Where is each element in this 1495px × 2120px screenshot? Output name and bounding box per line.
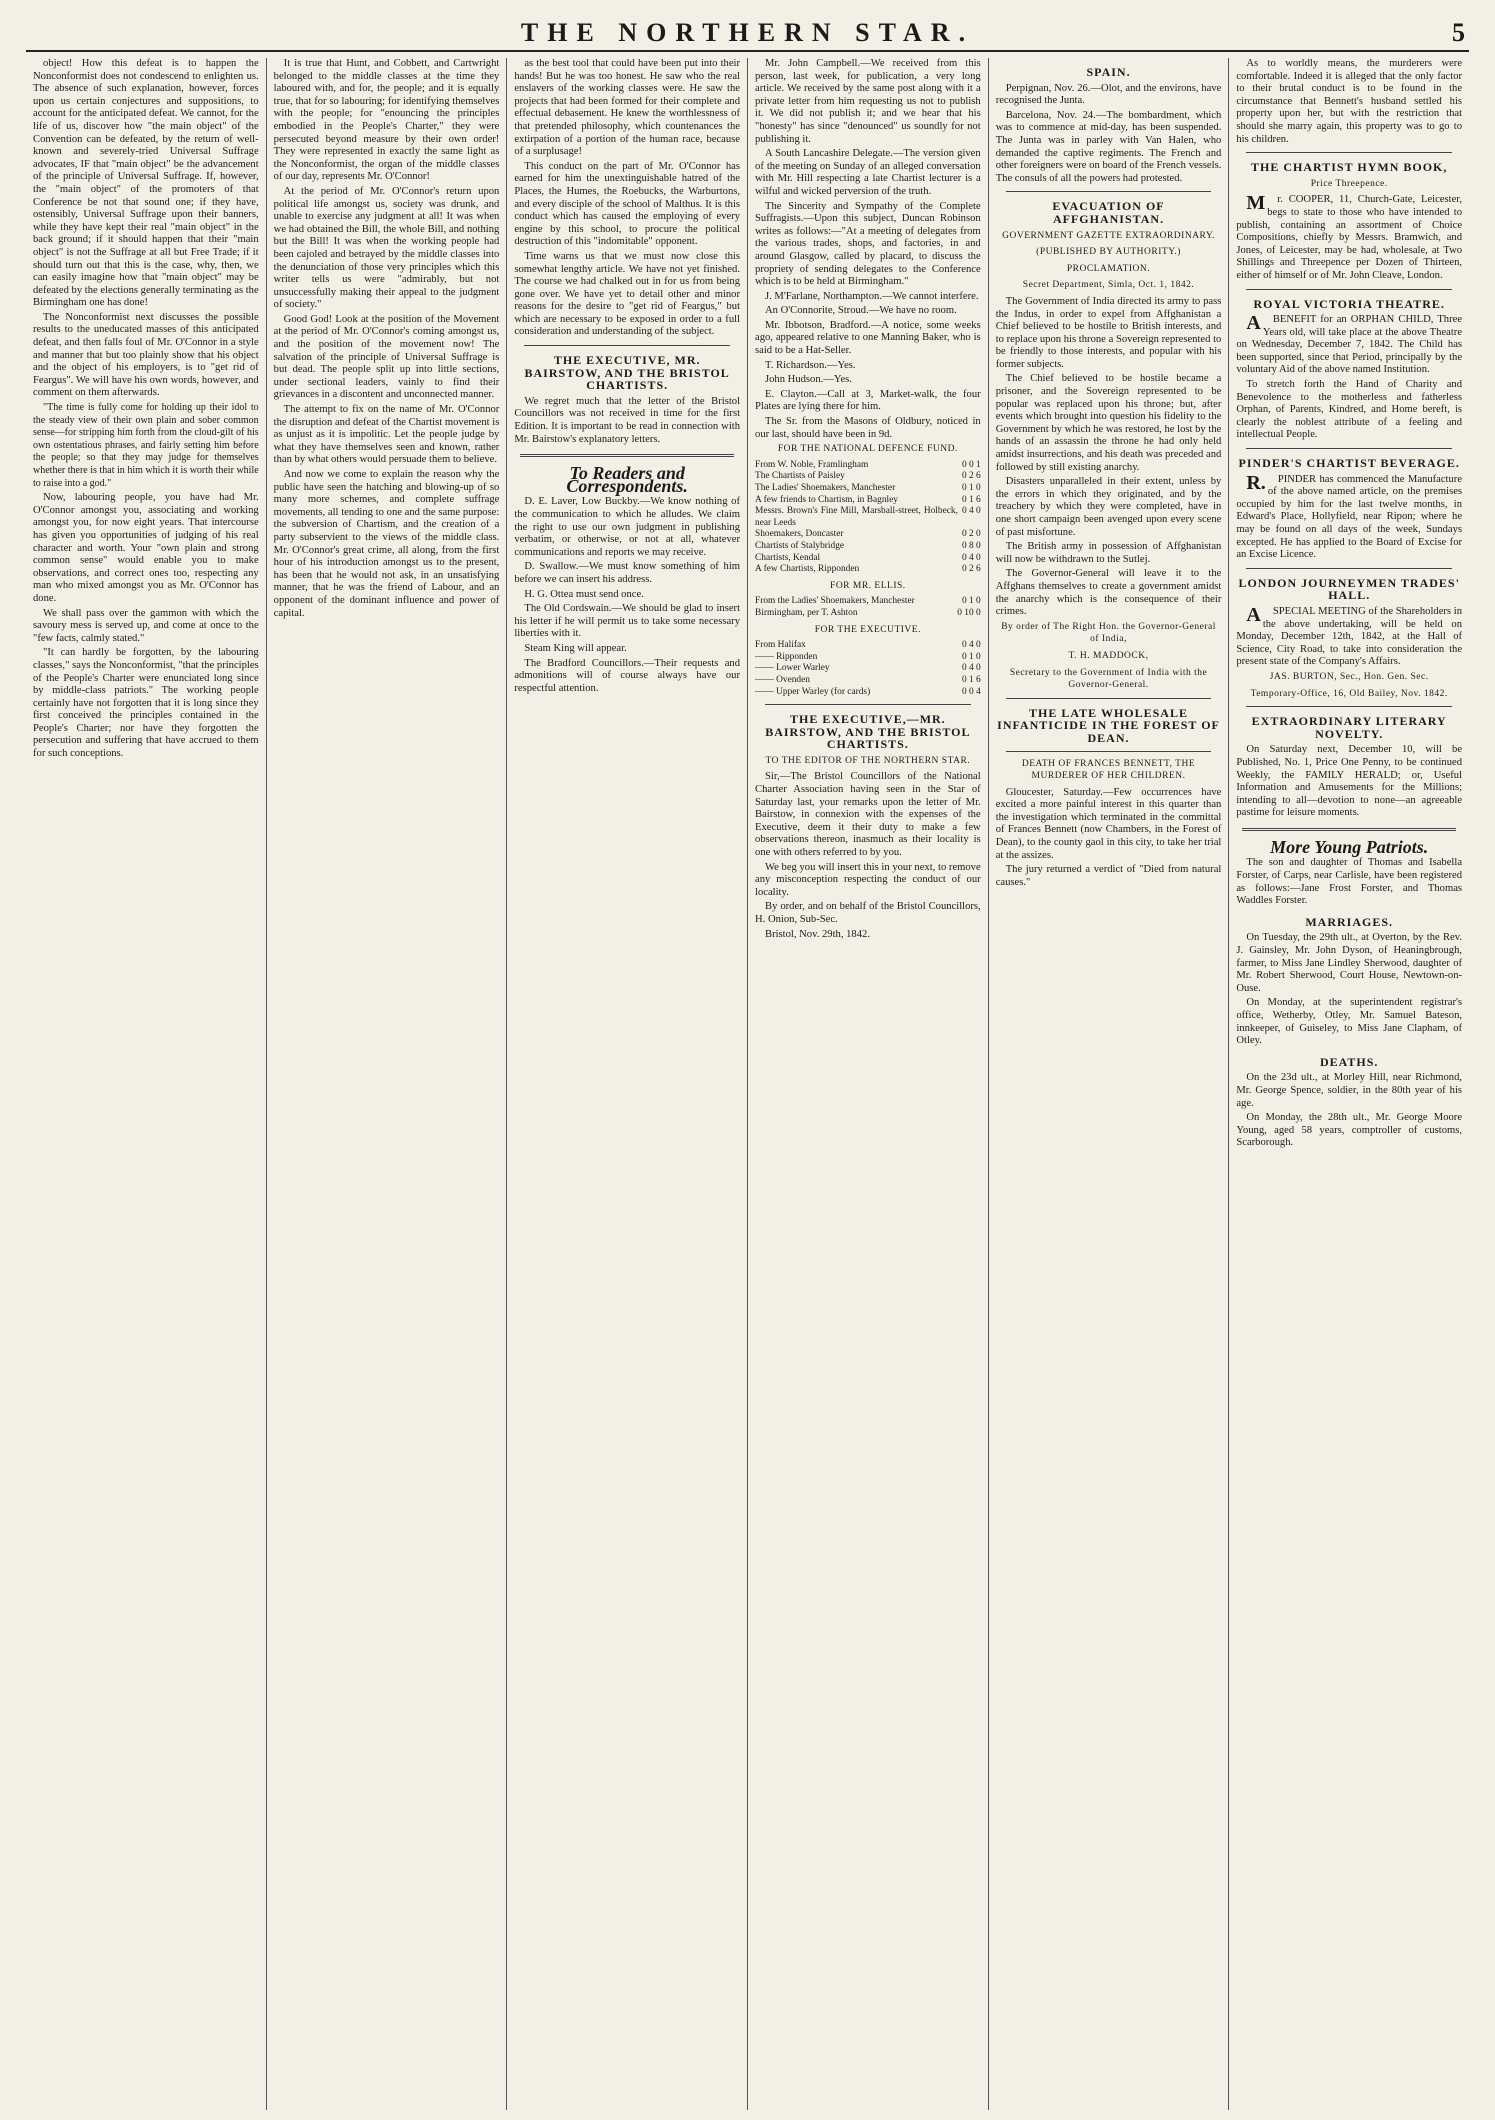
letter-signature: By order, and on behalf of the Bristol Councillors, H. Onion, Sub-Sec. <box>755 901 981 925</box>
list-item: —— Upper Warley (for cards) 0 0 4 <box>755 686 981 697</box>
afghan-signature: By order of The Right Hon. the Governor-General of India, <box>1001 621 1216 645</box>
correspondent-note: John Hudson.—Yes. <box>765 374 852 386</box>
paragraph: Time warns us that we must now close this somewhat lengthy article. We have not yet finished. The course we had chalked out in for us from being gone over. We have yet to detail other and minor reasons for the desire to "get rid of Feargus," but which are necessary to be exposed in order to a full consideration and understanding of the subject. <box>514 250 741 338</box>
correspondent-note: D. E. Laver, Low Buckby.—We know nothing of the communication to which he alludes. We claim the right to use our own judgment in publishing verbatim, or otherwise, or not at all, whatever communications and reports we may receive. <box>514 496 741 558</box>
paragraph: We shall pass over the gammon with which the savoury mess is served up, and come at once to the "few facts, calmly stated." <box>33 607 259 644</box>
readers-heading: To Readers and Correspondents. <box>566 463 688 496</box>
list-item: From the Ladies' Shoemakers, Manchester 0 1 0 <box>755 596 981 607</box>
correspondent-note: The Old Cordswain.—We should be glad to insert his letter if he will permit us to take some necessary liberties with it. <box>514 603 741 640</box>
paragraph: The Nonconformist next discusses the possible results to the uneducated masses of this anticipated defeat, and then falls foul of Mr. O'Connor in a style and manner that but too plainly show that his object and the object of his employers, is to "get rid of Feargus". We will have his own words, however, and comment on them afterwards. <box>33 311 259 399</box>
correspondent-note: Mr. John Campbell.—We received from this person, last week, for publication, a very long article. We received by the same post along with it a private letter from him requesting us not to publish it. We did not publish it; and we hear that his "honesty" has since "denounced" us soundly for not publishing it. <box>755 58 981 145</box>
list-item: Shoemakers, Doncaster 0 2 0 <box>755 529 981 540</box>
divider <box>1246 152 1452 153</box>
paragraph: The son and daughter of Thomas and Isabella Forster, of Carps, near Carlisle, have been registered as follows:—Jane Frost Forster, and Thomas Waddles Forster. <box>1236 857 1463 907</box>
journeymen-heading: LONDON JOURNEYMEN TRADES' HALL. <box>1238 575 1460 603</box>
paragraph: As to worldly means, the murderers were comfortable. Indeed it is alleged that the only factor to their brutal conduct is to be found in the circumstance that Bennett's husband settled his property upon her, but with the restriction that should she marry again, this property was to go to his children. <box>1236 58 1463 145</box>
fund-list <box>755 596 981 619</box>
marriages-heading: MARRIAGES. <box>1305 914 1394 929</box>
correspondent-note: An O'Connorite, Stroud.—We have no room. <box>765 305 957 317</box>
advert-body: Mr. COOPER, 11, Church-Gate, Leicester, begs to state to those who have intended to publish, containing an assortment of Choice Compositions, chiefly by Messrs. Bramwich, and Jones, of Leicester, may be had, wholesale, at Two Shillings and Threepence per Dozen of Thirteen, either of himself or of Mr. John Cleave, London. <box>1236 192 1463 281</box>
advert-body: ABENEFIT for an ORPHAN CHILD, Three Years old, will take place at the above Theatre on Wednesday, December 7, 1842. The Child has been supported, since that Period, principally by the voluntary Aid of the above named Institution. <box>1236 312 1463 376</box>
list-item: —— Ovenden 0 1 6 <box>755 674 981 685</box>
column-6 <box>1229 58 1469 2110</box>
paper-title: THE NORTHERN STAR. <box>520 18 975 47</box>
notice: On Monday, at the superintendent registrar's office, Wetherby, Otley, Mr. Samuel Bateson, innkeeper, of Guiseley, to Miss Jane Clapham, of Otley. <box>1236 997 1463 1047</box>
afghan-sub: (PUBLISHED BY AUTHORITY.) <box>1036 247 1181 258</box>
correspondent-note: The Sincerity and Sympathy of the Complete Suffragists.—Upon this subject, Duncan Robinson writes as follows:—"At a meeting of delegates from the various trades, shops, and factories, in and around Glasgow, called by placard, to discuss the propriety of sending delegates to the Conference which is to be held at Birmingham." <box>755 200 981 288</box>
masthead <box>26 16 1469 52</box>
fund-list <box>755 640 981 698</box>
paragraph: Disasters unparalleled in their extent, unless by the errors in which they originated, and by the treachery by which they were completed, have in one short campaign been avenged upon every scene of past misfortune. <box>995 476 1222 538</box>
column-5 <box>989 58 1230 2110</box>
letter-date: Bristol, Nov. 29th, 1842. <box>765 928 870 940</box>
paragraph: The jury returned a verdict of "Died from natural causes." <box>995 864 1222 888</box>
paragraph: The Chief believed to be hostile became a prisoner, and the Sovereign represented to be popular was replaced upon his throne; but, after events which brought into question his fidelity to the Government by which he was restored, he lost by the hands of an assassin the throne he had only held amidst insurrections, and his death was preceded and followed by still existing anarchy. <box>995 373 1222 473</box>
list-item: Birmingham, per T. Ashton 0 10 0 <box>755 607 981 618</box>
paragraph: object! How this defeat is to happen the Nonconformist does not condescend to enlighten us. The absence of such explanation, however, forces upon us certain conjectures and suppositions, to account for the anticipated defeat. We cannot, for the life of us, discover how "the main object" of the Convention can be defeated, by the return of well-known and severely-tried Universal Suffrage advocates, IF that "main object" be the advancement of the principle of Universal Suffrage. If, however, the "main object" of the promoters of that Conference be not that sound one; if they have, ostensibly, Universal Suffrage upon their banners, while they have kept their real "main object" in the back ground; if it should happen that their "main object" is not the Suffrage at all but Free Trade; if it should turn out that this is the case, why, then, we can easily imagine how that "main object" may be defeated by the elections generally terminating as the Birmingham one has done! <box>33 58 259 309</box>
list-item: The Ladies' Shoemakers, Manchester 0 1 0 <box>755 483 981 493</box>
literary-heading: EXTRAORDINARY LITERARY NOVELTY. <box>1251 714 1447 741</box>
paragraph: Perpignan, Nov. 26.—Olot, and the environs, have recognised the Junta. <box>995 82 1222 107</box>
list-item: The Chartists of Paisley 0 2 6 <box>755 471 981 482</box>
advert-body: To stretch forth the Hand of Charity and Benevolence to the motherless and fatherless Orphan, of Parents, Kindred, and Home bereft, is clearly the noblest attribute of a feeling and intellectual People. <box>1236 379 1463 441</box>
notice: On the 23d ult., at Morley Hill, near Richmond, Mr. George Spence, soldier, in the 80th year of his age. <box>1236 1072 1463 1109</box>
column-4 <box>748 58 989 2110</box>
correspondent-note: Steam King will appear. <box>524 642 627 654</box>
advert-signature: JAS. BURTON, Sec., Hon. Gen. Sec. <box>1269 671 1429 682</box>
column-3 <box>507 58 748 2110</box>
advert-body: On Saturday next, December 10, will be Published, No. 1, Price One Penny, to be continued Weekly, the FAMILY HERALD; or, Useful Information and Amusements for the Millions; intending to all—devotion to none—an agreeable pastime for leisure moments. <box>1236 744 1463 819</box>
advert-body: R.PINDER has commenced the Manufacture of the above named article, on the premises occupied by him for the last twelve months, in Edward's Place, Hollyfield, near Ripon; where he may be found on all days of the week, Sundays excepted. He has applied to the Board of Excise for an Excise Licence. <box>1236 471 1463 561</box>
paragraph: And now we come to explain the reason why the public have seen the hatching and blowing-up of so many more schemes, and complete suffrage movements, all tending to one and the same purpose: the subversion of Chartism, and the creation of a party subservient to the views of the middle class. Mr. O'Connor's great crime, all along, from the first hour of his introduction amongst us to the present, has been that he would not ask, in an unsatisfying manner, that he was the friend of Labour, and an opponent of the dominant influence and power of capital. <box>273 469 500 619</box>
paragraph: It is true that Hunt, and Cobbett, and Cartwright belonged to the middle classes at the time they laboured with, and for, the people; and it is equally true, that for so labouring; for identifying themselves with the people; for "enouncing the principles embodied in the People's Charter," they were persecuted beyond measure by their own order! They were represented in exactly the same light as the Nonconformist, the organ of the middle classes of our day, represents Mr. O'Connor! <box>273 58 500 183</box>
correspondent-note: H. G. Ottea must send once. <box>524 588 644 600</box>
letter-paragraph: We beg you will insert this in your next, to remove any misconception respecting the conduct of our locality. <box>755 861 981 898</box>
hymn-price: Price Threepence. <box>1310 178 1388 189</box>
spain-heading: SPAIN. <box>1086 65 1131 79</box>
divider <box>765 704 971 705</box>
notice: On Monday, the 28th ult., Mr. George Moore Young, aged 58 years, comptroller of customs, Scarborough. <box>1236 1112 1463 1149</box>
paragraph: Now, labouring people, you have had Mr. O'Connor amongst you, associating and working amongst you, for now eight years. That intercourse has given you opportunities of judging of his real character and worth. Your "own plain and strong common sense" would enable you to make observations, and correct ones too, respecting any man who mixed amongst you as Mr. O'Connor has done. <box>33 492 259 604</box>
notice: On Tuesday, the 29th ult., at Overton, by the Rev. J. Gainsley, Mr. John Dyson, of Heaningbrough, farmer, to Miss Jane Lindley Sherwood, daughter of Mr. Robert Sherwood, Court House, Newtown-on-Ouse. <box>1236 932 1463 994</box>
list-item: Chartists, Kendal 0 4 0 <box>755 552 981 563</box>
hymn-heading: THE CHARTIST HYMN BOOK, <box>1251 160 1448 175</box>
paragraph: At the period of Mr. O'Connor's return upon political life amongst us, society was drunk, and unable to exercise any judgment at all! It was when we had obtained the Bill, the whole Bill, and nothing but the Bill! It was when the working people had been cajoled and betrayed by the middle classes into the denunciation of those very principles which this writer tells us were "admirably, but not unsuccessfully making their appeal to the judgment of society." <box>273 185 500 311</box>
letter-paragraph: Sir,—The Bristol Councillors of the National Charter Association having seen in the Star of Saturday last, your remarks upon the letter of Mr. Bairstow, in connexion with the expenses of the Executive, deem it their duty to make a few observations thereon, inasmuch as their locality is one with others referred to by you. <box>755 771 981 859</box>
correspondent-note: The Bradford Councillors.—Their requests and admonitions will of course always have our respectful attention. <box>514 657 741 694</box>
list-item: A few friends to Chartism, in Bagnley 0 1 6 <box>755 494 981 505</box>
advert-office: Temporary-Office, 16, Old Bailey, Nov. 1842. <box>1250 688 1448 699</box>
list-item: From Halifax 0 4 0 <box>755 640 981 651</box>
afghan-sub: PROCLAMATION. <box>1066 263 1151 274</box>
list-item: —— Lower Warley 0 4 0 <box>755 663 981 674</box>
afghan-sub: GOVERNMENT GAZETTE EXTRAORDINARY. <box>1002 230 1215 241</box>
beverage-heading: PINDER'S CHARTIST BEVERAGE. <box>1238 456 1460 471</box>
correspondent-note: Mr. Ibbotson, Bradford.—A notice, some weeks ago, appeared relative to one Manning Baker, who is said to be a Hat-Seller. <box>755 319 981 357</box>
bristol-heading: THE EXECUTIVE,—MR. BAIRSTOW, AND THE BRISTOL CHARTISTS. <box>765 712 971 752</box>
patriots-heading: More Young Patriots. <box>1270 836 1429 857</box>
columns <box>26 58 1469 2110</box>
quoted-paragraph: "The time is fully come for holding up their idol to the steady view of their own plain and sober common sense—for stripping him forth from the cloud-gilt of his own ostentatious phrases, and fairly setting him before the people; so that they may judge for themselves whether there is that in him which it is worth their while to raise into a god." <box>33 402 259 489</box>
list-item: Messrs. Brown's Fine Mill, Marsball-street, Holbeck, near Leeds 0 4 0 <box>755 506 981 528</box>
paragraph: Good God! Look at the position of the Movement at the period of Mr. O'Connor's coming amongst us, and the position of the movement now! The salvation of the principle of Universal Suffrage is but dead. The people split up into little sections, under sectional leaders, vainly to find their grievances in a discontent and unconnected manner. <box>273 313 500 401</box>
paragraph: The Government of India directed its army to pass the Indus, in order to expel from Affghanistan a Chief believed to be hostile to British interests, and to replace upon his throne a Sovereign represented to be friendly to those interests, and popular with his former subjects. <box>995 295 1222 370</box>
divider <box>1006 698 1212 699</box>
divider <box>520 454 734 457</box>
bristol-to: TO THE EDITOR OF THE NORTHERN STAR. <box>765 755 971 766</box>
paragraph: Gloucester, Saturday.—Few occurrences have excited a more painful interest in this quarter than the investigation which terminated in the committal of Frances Bennett (now Chambers, in the Forest of Dean), to the county gaol in this city, to take her trial at the assizes. <box>995 786 1222 861</box>
infanticide-sub: DEATH OF FRANCES BENNETT, THE MURDERER OF HER CHILDREN. <box>1021 758 1196 782</box>
afghan-dateline: Secret Department, Simla, Oct. 1, 1842. <box>1022 280 1195 291</box>
divider <box>524 345 730 346</box>
column-1 <box>26 58 267 2110</box>
paragraph: The Governor-General will leave it to the Affghans themselves to create a government amidst the anarchy which is the consequence of their crimes. <box>995 568 1222 618</box>
list-item: A few Chartists, Ripponden 0 2 6 <box>755 564 981 575</box>
executive-body: We regret much that the letter of the Bristol Councillors was not received in time for the first Edition. It is important to be read in connection with Mr. Bairstow's explanatory letters. <box>514 395 741 445</box>
deaths-heading: DEATHS. <box>1319 1054 1379 1069</box>
correspondent-note: E. Clayton.—Call at 3, Market-walk, the four Plates are lying there for him. <box>755 388 981 413</box>
list-item: Chartists of Stalybridge 0 8 0 <box>755 540 981 551</box>
victoria-heading: ROYAL VICTORIA THEATRE. <box>1253 296 1445 311</box>
divider <box>1006 191 1212 192</box>
afghan-signature: T. H. MADDOCK, <box>1068 650 1149 661</box>
divider <box>1242 828 1456 831</box>
divider <box>1246 568 1452 569</box>
fund-heading: FOR THE EXECUTIVE. <box>814 624 921 635</box>
page-number: 5 <box>1452 18 1465 47</box>
divider <box>1246 289 1452 290</box>
divider <box>1006 751 1212 752</box>
list-item: From W. Noble, Framlingham 0 0 1 <box>755 459 981 470</box>
executive-heading: THE EXECUTIVE, MR. BAIRSTOW, AND THE BRISTOL CHARTISTS. <box>524 353 730 393</box>
correspondent-note: A South Lancashire Delegate.—The version given of the meeting on Sunday of an alleged conversation with Mr. Hill respecting a late Chartist lecturer is a wilful and wicked perversion of the truth. <box>755 148 981 197</box>
correspondent-note: D. Swallow.—We must know something of him before we can insert his address. <box>514 561 741 585</box>
paragraph: The attempt to fix on the name of Mr. O'Connor the disruption and defeat of the Chartist movement is as unjust as it is impolitic. Let the people judge by what they have themselves seen and known, rather than by what others would persuade them to believe. <box>273 404 500 466</box>
paragraph: as the best tool that could have been put into their hands! But he was too honest. He saw who the real enslavers of the working classes were. He saw the projects that had been formed for their complete and effectual debasement. He knew the worthlessness of that pretended philosophy, which countenances the extirpation of a portion of the human race, because of a surplusage! <box>514 58 741 158</box>
afghan-heading: EVACUATION OF AFFGHANISTAN. <box>1052 199 1165 226</box>
afghan-signature: Secretary to the Government of India with the Governor-General. <box>1009 667 1208 691</box>
correspondent-note: J. M'Farlane, Northampton.—We cannot interfere. <box>765 290 979 302</box>
paragraph: "It can hardly be forgotten, by the labouring classes," says the Nonconformist, "that the principles of the People's Charter were enunciated long since by middle-class patriots." The working people certainly have not forgotten that it is long since they first conceived the principles contained in the People's Charter; nor have they forgotten the persecution and suffering that have accrued to them for such conceptions. <box>33 647 259 760</box>
advert-body: ASPECIAL MEETING of the Shareholders in the above undertaking, will be held on Monday, December 12th, 1842, at the Hall of Science, City Road, to take into consideration the present state of the Company's Affairs. <box>1236 603 1463 668</box>
fund-heading: FOR THE NATIONAL DEFENCE FUND. <box>777 444 958 455</box>
paragraph: This conduct on the part of Mr. O'Connor has earned for him the unextinguishable hatred of the Places, the Humes, the Roebucks, the Warburtons, and every disciple of the school of Malthus. It is this conduct which has caused the employing of every engine by this school, to procure the political destruction of this "indomitable" opponent. <box>514 160 741 248</box>
fund-heading: FOR MR. ELLIS. <box>830 580 906 591</box>
fund-list <box>755 460 981 576</box>
column-2 <box>267 58 508 2110</box>
correspondent-note: The Sr. from the Masons of Oldbury, noticed in our last, should have been in 9d. <box>755 416 981 440</box>
paragraph: Barcelona, Nov. 24.—The bombardment, which was to commence at mid-day, has been suspended. The Junta was in parley with Van Halen, who demanded the captive regiments. The French and other foreigners were on board of the French vessels. The consuls of all the powers had protested. <box>995 109 1222 184</box>
paragraph: The British army in possession of Affghanistan will now be withdrawn to the Sutlej. <box>995 541 1222 565</box>
infanticide-heading: THE LATE WHOLESALE INFANTICIDE IN THE FOREST OF DEAN. <box>997 705 1220 745</box>
divider <box>1246 448 1452 449</box>
list-item: —— Ripponden 0 1 0 <box>755 651 981 662</box>
divider <box>1246 706 1452 707</box>
correspondent-note: T. Richardson.—Yes. <box>765 359 856 371</box>
